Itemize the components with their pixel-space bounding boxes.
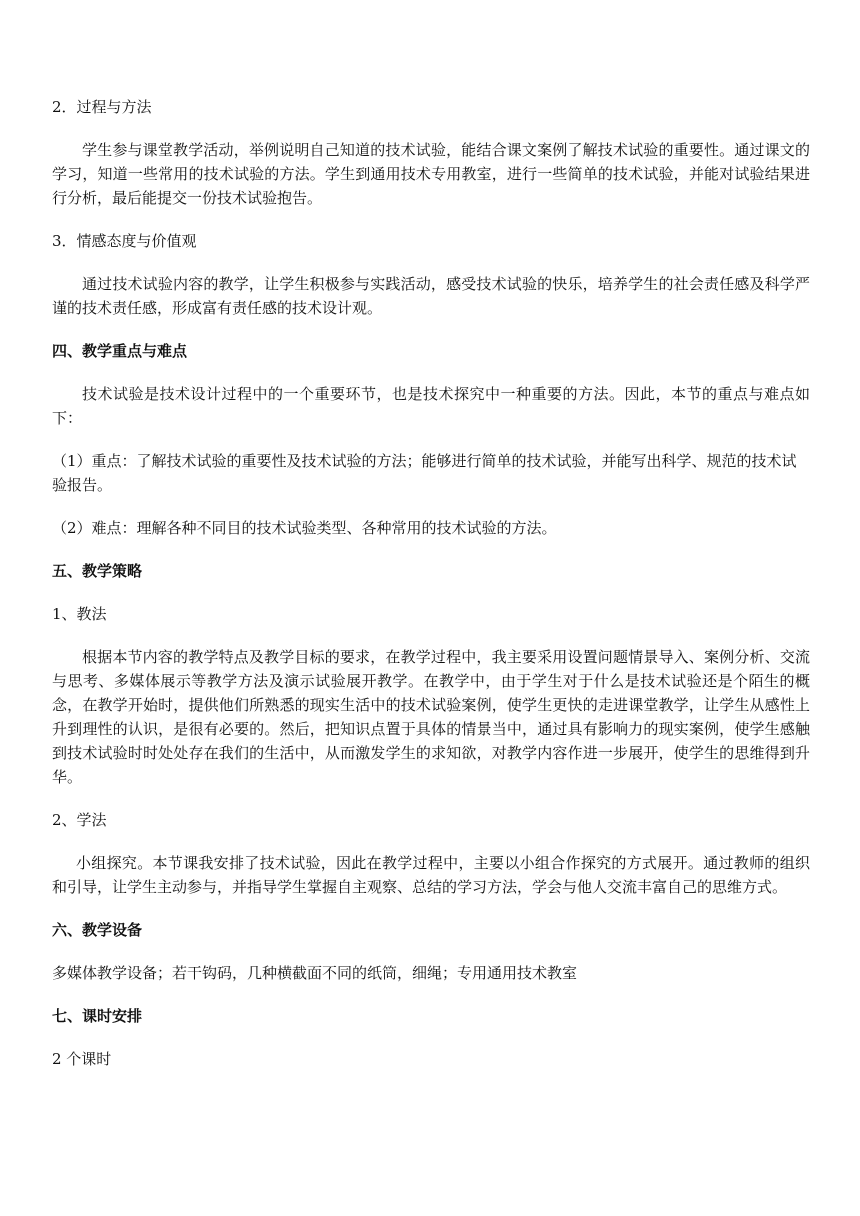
paragraph-process: 学生参与课堂教学活动，举例说明自己知道的技术试验，能结合课文案例了解技术试验的重要性。通过课文的学习，知道一些常用的技术试验的方法。学生到通用技术专用教室，进行一些简单的技术试验，并能对试验结果进行分析，最后能提交一份技术试验抱告。	[52, 141, 810, 207]
paragraph-equipment: 多媒体教学设备；若干钩码，几种横截面不同的纸筒，细绳；专用通用技术教室	[52, 964, 578, 982]
heading-schedule: 七、课时安排	[52, 1007, 143, 1025]
document-body	[52, 95, 810, 1071]
heading-key-points: 四、教学重点与难点	[52, 342, 188, 360]
paragraph-learn-method: 小组探究。本节课我安排了技术试验，因此在教学过程中，主要以小组合作探究的方式展开。通过教师的组织和引导，让学生主动参与，并指导学生掌握自主观察、总结的学习方法，学会与他人交流丰富自己的思维方式。	[52, 854, 810, 896]
heading-strategy: 五、教学策略	[52, 562, 143, 580]
paragraph-key-points: 技术试验是技术设计过程中的一个重要环节，也是技术探究中一种重要的方法。因此，本节的重点与难点如下：	[52, 385, 810, 427]
paragraph-teach-method: 根据本节内容的教学特点及教学目标的要求，在教学过程中，我主要采用设置问题情景导入、案例分析、交流与思考、多媒体展示等教学方法及演示试验展开教学。在教学中，由于学生对于什么是技术试验还是个陌生的概念，在教学开始时，提供他们所熟悉的现实生活中的技术试验案例，使学生更快的走进课堂教学，让学生从感性上升到理性的认识，是很有必要的。然后，把知识点置于具体的情景当中，通过具有影响力的现实案例，使学生感触到技术试验时时处处存在我们的生活中，从而激发学生的求知欲，对教学内容作进一步展开，使学生的思维得到升华。	[52, 648, 810, 786]
heading-equipment: 六、教学设备	[52, 921, 143, 939]
subheading-learn-method: 2、学法	[52, 811, 107, 829]
difficult-point-item: （2）难点：理解各种不同目的技术试验类型、各种常用的技术试验的方法。	[52, 519, 557, 537]
section-title-emotion: 3．情感态度与价值观	[52, 232, 197, 250]
paragraph-emotion: 通过技术试验内容的教学，让学生积极参与实践活动，感受技术试验的快乐，培养学生的社会责任感及科学严谨的技术责任感，形成富有责任感的技术设计观。	[52, 275, 810, 317]
section-title-process: 2．过程与方法	[52, 98, 152, 116]
paragraph-schedule: 2 个课时	[52, 1050, 112, 1068]
key-point-item: （1）重点：了解技术试验的重要性及技术试验的方法；能够进行简单的技术试验，并能写出科学、规范的技术试验报告。	[52, 452, 797, 494]
subheading-teach-method: 1、教法	[52, 605, 107, 623]
